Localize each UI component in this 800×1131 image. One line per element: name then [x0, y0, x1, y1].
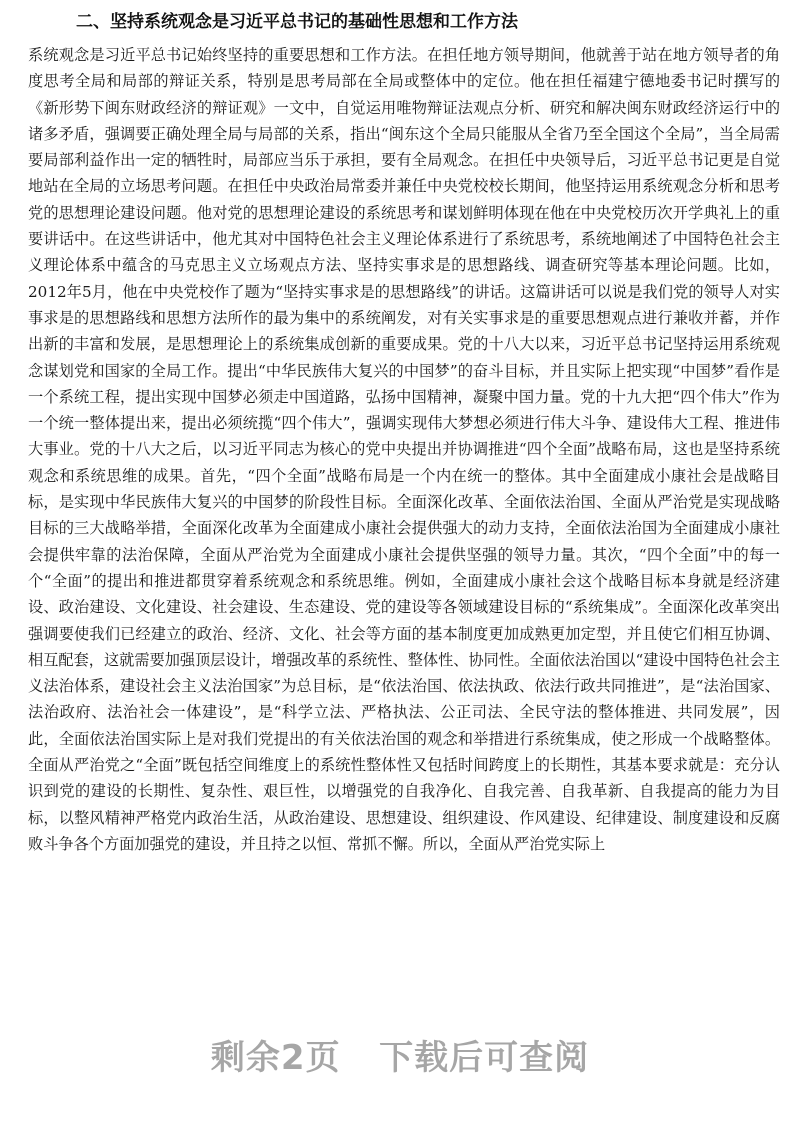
body-paragraph: 系统观念是习近平总书记始终坚持的重要思想和工作方法。在担任地方领导期间，他就善于站在地方领导者的角度思考全局和局部的辩证关系，特别是思考局部在全局或整体中的定位。他在担任福建宁德地委书记时撰写的《新形势下闽东财政经济的辩证观》一文中，自觉运用唯物辩证法观点分析、研究和解决闽东财政经济运行中的诸多矛盾，强调要正确处理全局与局部的关系，指出“闽东这个全局只能服从全省乃至全国这个全局”，当全局需要局部利益作出一定的牺牲时，局部应当乐于承担，要有全局观念。在担任中央领导后，习近平总书记更是自觉地站在全局的立场思考问题。在担任中央政治局常委并兼任中央党校校长期间，他坚持运用系统观念分析和思考党的思想理论建设问题。他对党的思想理论建设的系统思考和谋划鲜明体现在他在中央党校历次开学典礼上的重要讲话中。在这些讲话中，他尤其对中国特色社会主义理论体系进行了系统思考，系统地阐述了中国特色社会主义理论体系中蕴含的马克思主义立场观点方法、坚持实事求是的思想路线、调查研究等基本理论问题。比如，2012年5月，他在中央党校作了题为“坚持实事求是的思想路线”的讲话。这篇讲话可以说是我们党的领导人对实事求是的思想路线和思想方法所作的最为集中的系统阐发，对有关实事求是的重要思想观点进行兼收并蓄，并作出新的丰富和发展，是思想理论上的系统集成创新的重要成果。党的十八大以来，习近平总书记坚持运用系统观念谋划党和国家的全局工作。提出“中华民族伟大复兴的中国梦”的奋斗目标，并且实际上把实现“中国梦”看作是一个系统工程，提出实现中国梦必须走中国道路，弘扬中国精神，凝聚中国力量。党的十九大把“四个伟大”作为一个统一整体提出来，提出必须统揽“四个伟大”，强调实现伟大梦想必须进行伟大斗争、建设伟大工程、推进伟大事业。党的十八大之后，以习近平同志为核心的党中央提出并协调推进“四个全面”战略布局，这也是坚持系统观念和系统思维的成果。首先，“四个全面”战略布局是一个内在统一的整体。其中全面建成小康社会是战略目标，是实现中华民族伟大复兴的中国梦的阶段性目标。全面深化改革、全面依法治国、全面从严治党是实现战略目标的三大战略举措，全面深化改革为全面建成小康社会提供强大的动力支持，全面依法治国为全面建成小康社会提供牢靠的法治保障，全面从严治党为全面建成小康社会提供坚强的领导力量。其次，“四个全面”中的每一个“全面”的提出和推进都贯穿着系统观念和系统思维。例如，全面建成小康社会这个战略目标本身就是经济建设、政治建设、文化建设、社会建设、生态建设、党的建设等各领域建设目标的“系统集成”。全面深化改革突出强调要使我们已经建立的政治、经济、文化、社会等方面的基本制度更加成熟更加定型，并且使它们相互协调、相互配套，这就需要加强顶层设计，增强改革的系统性、整体性、协同性。全面依法治国以“建设中国特色社会主义法治体系，建设社会主义法治国家”为总目标，是“依法治国、依法执政、依法行政共同推进”，是“法治国家、法治政府、法治社会一体建设”，是“科学立法、严格执法、公正司法、全民守法的整体推进、共同发展”，因此，全面依法治国实际上是对我们党提出的有关依法治国的观念和举措进行系统集成，使之形成一个战略整体。全面从严治党之“全面”既包括空间维度上的系统性整体性又包括时间跨度上的长期性，其基本要求就是：充分认识到党的建设的长期性、复杂性、艰巨性，以增强党的自我净化、自我完善、自我革新、自我提高的能力为目标，以整风精神严格党内政治生活，从政治建设、思想建设、组织建设、作风建设、纪律建设、制度建设和反腐败斗争各个方面加强党的建设，并且持之以恒、常抓不懈。所以，全面从严治党实际上 [28, 46, 780, 853]
download-prompt-banner[interactable]: 剩余2页 下载后可查阅 [210, 1038, 590, 1078]
section-heading: 二、坚持系统观念是习近平总书记的基础性思想和工作方法 [76, 12, 518, 32]
